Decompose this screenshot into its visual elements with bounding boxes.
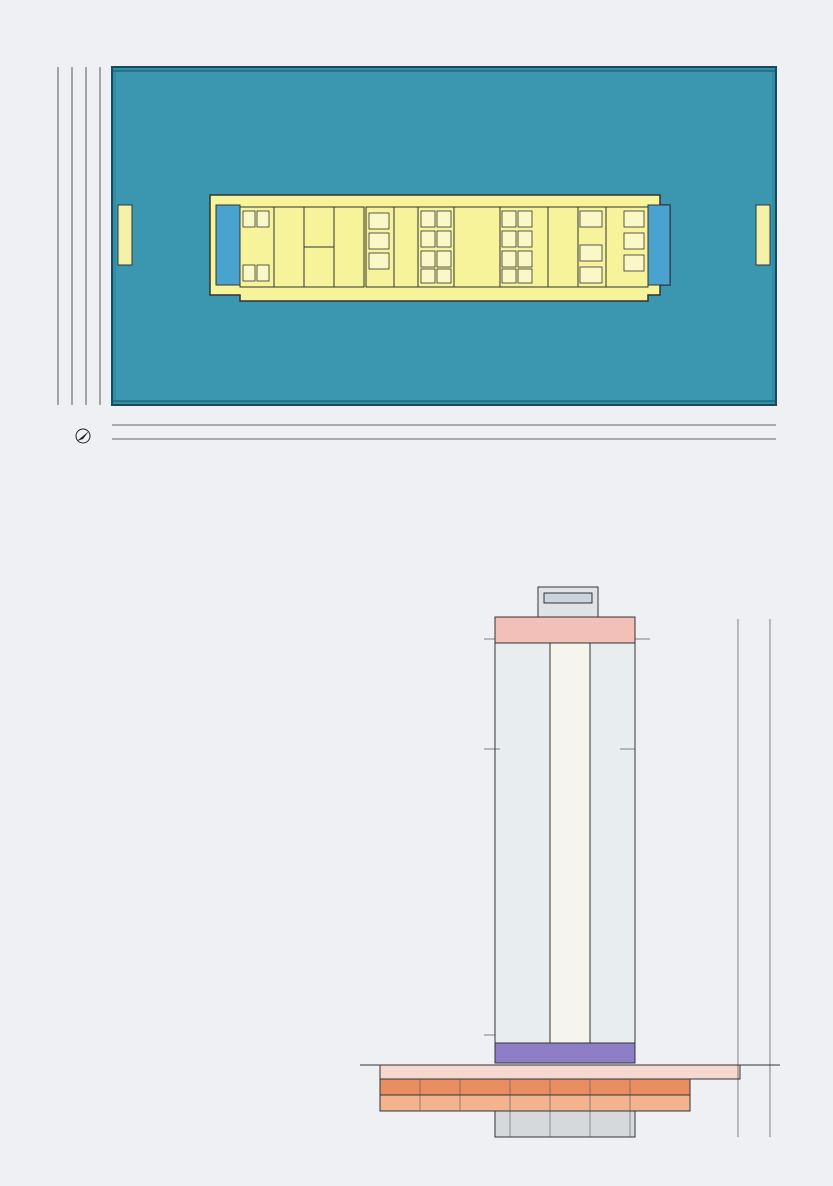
core-shaft [550, 643, 590, 1043]
left-group-bottom-label [72, 305, 86, 385]
plaza-level [380, 1065, 740, 1079]
bottom-dim-lines [112, 425, 776, 439]
floor-scale [738, 619, 770, 1137]
standard-floor-plan [40, 55, 810, 450]
mr-room-left [216, 205, 240, 285]
floor-plan-drawing [40, 55, 810, 450]
balcony-label-right [755, 224, 771, 246]
basement-b3 [495, 1111, 635, 1137]
mr-room-right [648, 205, 670, 285]
left-dimensions [86, 67, 100, 405]
building-section [360, 585, 820, 1145]
rooftop-equipment [544, 593, 592, 603]
balcony-label-left [117, 224, 133, 246]
entrance-hall-floor [495, 1043, 635, 1063]
north-arrow-icon [74, 427, 92, 445]
total-height-label [58, 205, 72, 265]
left-group-mid-label [72, 213, 86, 257]
basement-b1 [380, 1079, 690, 1095]
left-group-top-label [72, 95, 86, 175]
top-shops-floor [495, 617, 635, 643]
basement-b2 [380, 1095, 690, 1111]
